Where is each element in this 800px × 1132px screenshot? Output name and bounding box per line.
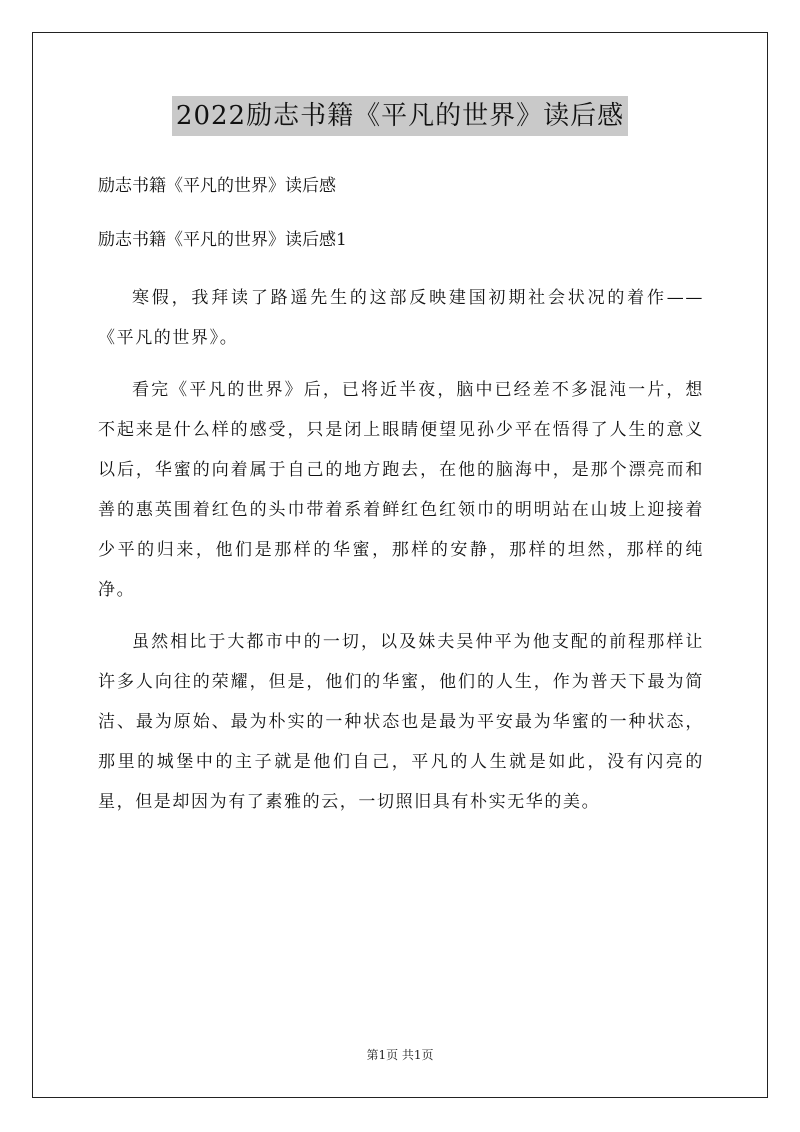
subtitle-line-1: 励志书籍《平凡的世界》读后感 [98, 176, 336, 196]
paragraph: 虽然相比于大都市中的一切，以及妹夫吴仲平为他支配的前程那样让许多人向往的荣耀，但是，他们的华蜜，他们的人生，作为普天下最为简洁、最为原始、最为朴实的一种状态也是最为平安最为华蜜的一种状态，那里的城堡中的主子就是他们自己，平凡的人生就是如此，没有闪亮的星，但是却因为有了素雅的云，一切照旧具有朴实无华的美。 [98, 632, 704, 812]
title-container [0, 96, 800, 136]
subtitle-line-2: 励志书籍《平凡的世界》读后感1 [98, 230, 347, 250]
page-footer: 第1页 共1页 [366, 1048, 434, 1062]
paragraph: 看完《平凡的世界》后，已将近半夜，脑中已经差不多混沌一片，想不起来是什么样的感受，只是闭上眼睛便望见孙少平在悟得了人生的意义以后，华蜜的向着属于自己的地方跑去，在他的脑海中，是那个漂亮而和善的惠英围着红色的头巾带着系着鲜红色红领巾的明明站在山坡上迎接着少平的归来，他们是那样的华蜜，那样的安静，那样的坦然，那样的纯净。 [98, 380, 704, 600]
document-body [98, 278, 704, 834]
document-title: 2022励志书籍《平凡的世界》读后感 [172, 96, 628, 136]
paragraph: 寒假，我拜读了路遥先生的这部反映建国初期社会状况的着作——《平凡的世界》。 [98, 288, 704, 348]
